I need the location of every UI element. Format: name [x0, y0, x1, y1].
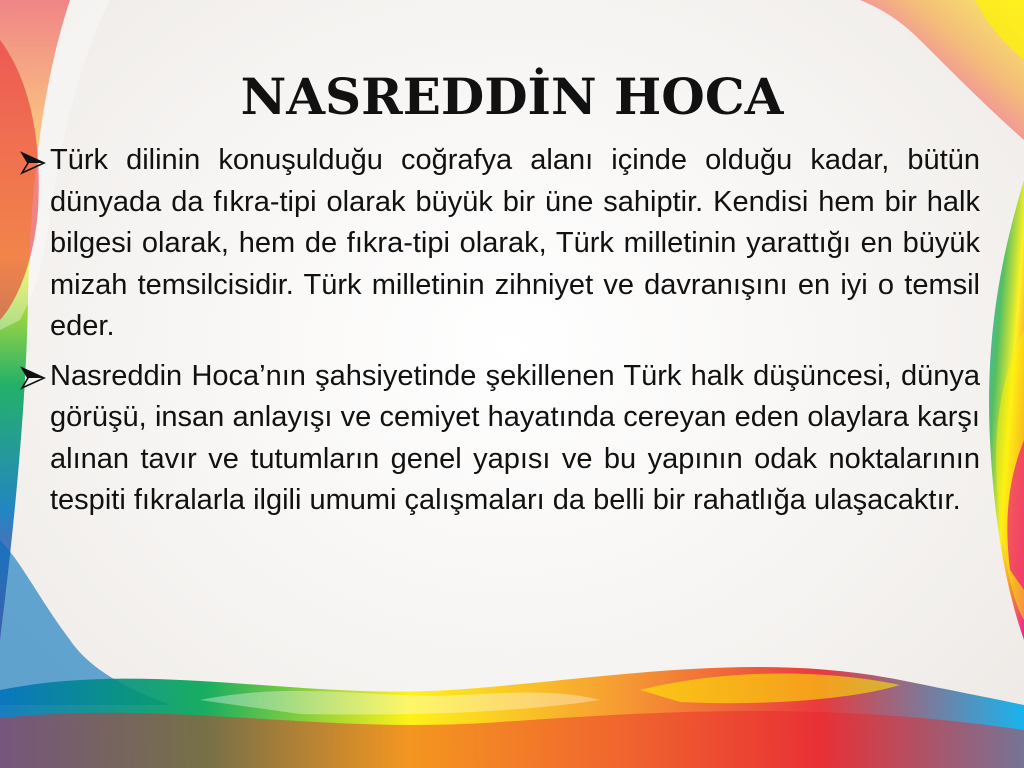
bullet-list — [20, 140, 980, 530]
arrowhead-bullet-icon — [20, 356, 50, 399]
bullet-item — [20, 356, 980, 522]
bullet-text: Türk dilinin konuşulduğu coğrafya alanı içinde olduğu kadar, bütün dünyada da fıkra-tipi olarak büyük bir üne sahiptir. Kendisi hem bir halk bilgesi olarak, hem de fıkra-tipi olarak, Türk milletinin yarattığı en büyük mizah temsilcisidir. Türk milletinin zihniyet ve davranışını en iyi o temsil eder. — [50, 144, 980, 342]
arrowhead-bullet-icon — [20, 140, 50, 183]
bullet-item — [20, 140, 980, 348]
slide-title: NASREDDİN HOCA — [240, 67, 784, 126]
bullet-text: Nasreddin Hoca’nın şahsiyetinde şekillenen Türk halk düşüncesi, dünya görüşü, insan anlayışı ve cemiyet hayatında cereyan eden olaylara karşı alınan tavır ve tutumların genel yapısı ve bu yapının odak noktalarının tespiti fıkralarla ilgili umumi çalışmaları da belli bir rahatlığa ulaşacaktır. — [50, 359, 980, 516]
